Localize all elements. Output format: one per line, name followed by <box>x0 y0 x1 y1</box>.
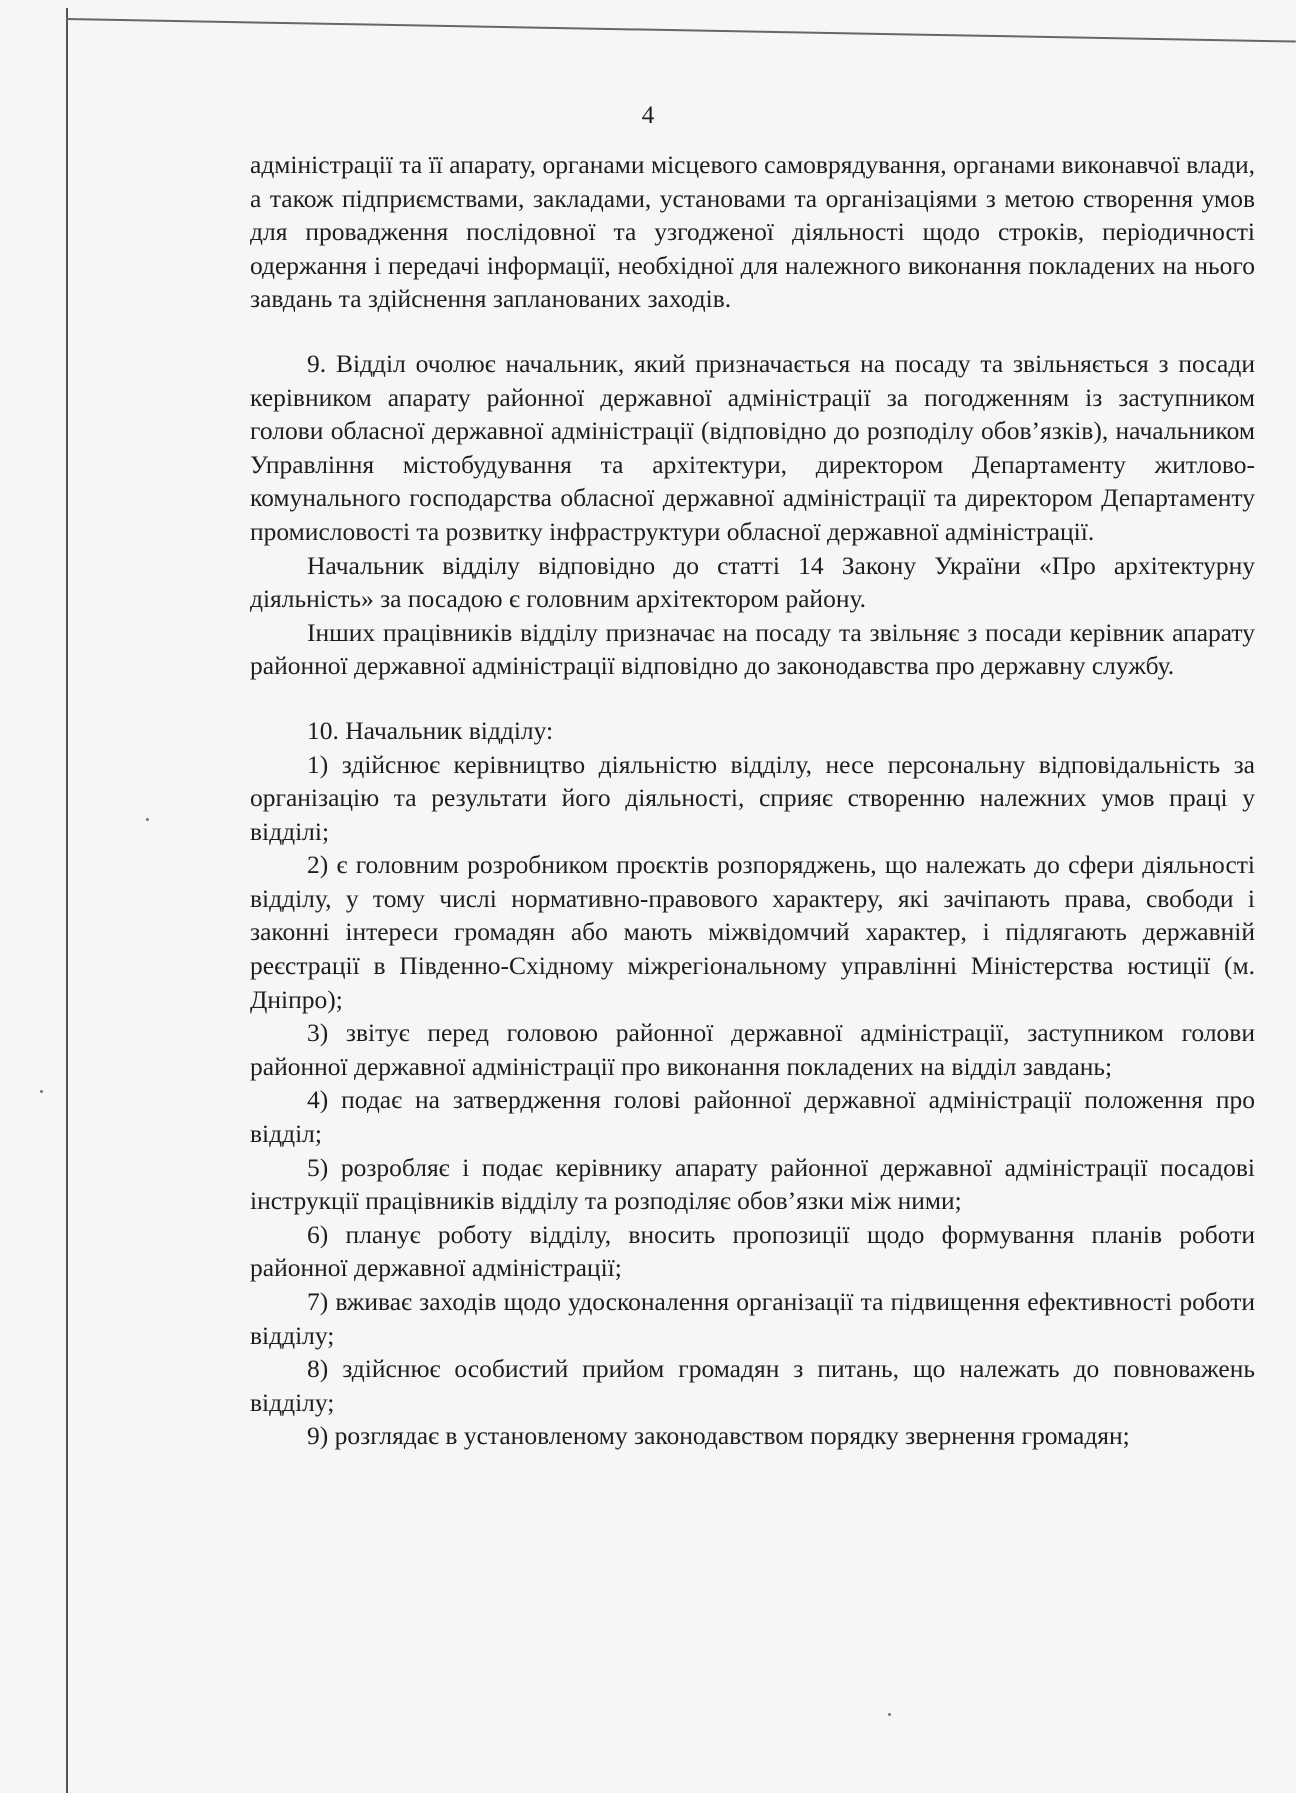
scan-speck <box>888 1713 891 1716</box>
list-item-5: 5) розробляє і подає керівнику апарату районної державної адміністрації посадові інструкції працівників відділу та розподіляє обов’язки між ними; <box>250 1152 1255 1216</box>
paragraph-chief-architect: Начальник відділу відповідно до статті 14 Закону України «Про архітектурну діяльність» за посадою є головним архітектором району. <box>250 550 1255 614</box>
list-item-6: 6) планує роботу відділу, вносить пропозиції щодо формування планів роботи районної державної адміністрації; <box>250 1219 1255 1283</box>
list-item-3: 3) звітує перед головою районної державної адміністрації, заступником голови районної державної адміністрації про виконання покладених на відділ завдань; <box>250 1018 1255 1081</box>
paragraph-continuation: адміністрації та її апарату, органами місцевого самоврядування, органами виконавчої влади, а також підприємствами, закладами, установами та організаціями з метою створення умов для провадження послідовної та узгодженої діяльності щодо строків, періодичності одержання і передачі інформації, необхідної для належного виконання покладених на нього завдань та здійснення запланованих заходів. <box>250 150 1255 314</box>
scan-speck <box>40 1090 43 1093</box>
list-item-7: 7) вживає заходів щодо удосконалення організації та підвищення ефективності роботи відділу; <box>250 1287 1255 1350</box>
document-body <box>250 148 1255 1453</box>
page-number: 4 <box>641 102 655 129</box>
scan-left-edge <box>66 8 68 1793</box>
paragraph-9: 9. Відділ очолює начальник, який призначається на посаду та звільняється з посади керівником апарату районної державної адміністрації за погодженням із заступником голови обласної державної адміністрації (відповідно до розподілу обов’язків), начальником Управління містобудування та архітектури, директором Департаменту житлово-комунального господарства обласної державної адміністрації та директором Департаменту промисловості та розвитку інфраструктури обласної державної адміністрації. <box>250 348 1255 546</box>
list-item-8: 8) здійснює особистий прийом громадян з питань, що належать до повноважень відділу; <box>250 1354 1255 1417</box>
list-item-4: 4) подає на затвердження голові районної державної адміністрації положення про відділ; <box>250 1085 1255 1149</box>
list-item-2: 2) є головним розробником проєктів розпоряджень, що належать до сфери діяльності відділу, у тому числі нормативно-правового характеру, які зачіпають права, свободи і законні інтереси громадян або мають міжвідомчий характер, і підлягають державній реєстрації в Південно-Східному міжрегіональному управлінні Міністерства юстиції (м. Дніпро); <box>250 850 1255 1014</box>
paragraph-other-staff: Інших працівників відділу призначає на посаду та звільняє з посади керівник апарату районної державної адміністрації відповідно до законодавства про державну службу. <box>250 617 1255 681</box>
scan-top-edge <box>66 18 1296 43</box>
list-item-1: 1) здійснює керівництво діяльністю відділу, несе персональну відповідальність за організацію та результати його діяльності, сприяє створенню належних умов праці у відділі; <box>250 749 1255 846</box>
scan-speck <box>146 818 149 821</box>
paragraph-10-heading: 10. Начальник відділу: <box>307 715 554 745</box>
list-item-9: 9) розглядає в установленому законодавством порядку звернення громадян; <box>307 1421 1130 1451</box>
